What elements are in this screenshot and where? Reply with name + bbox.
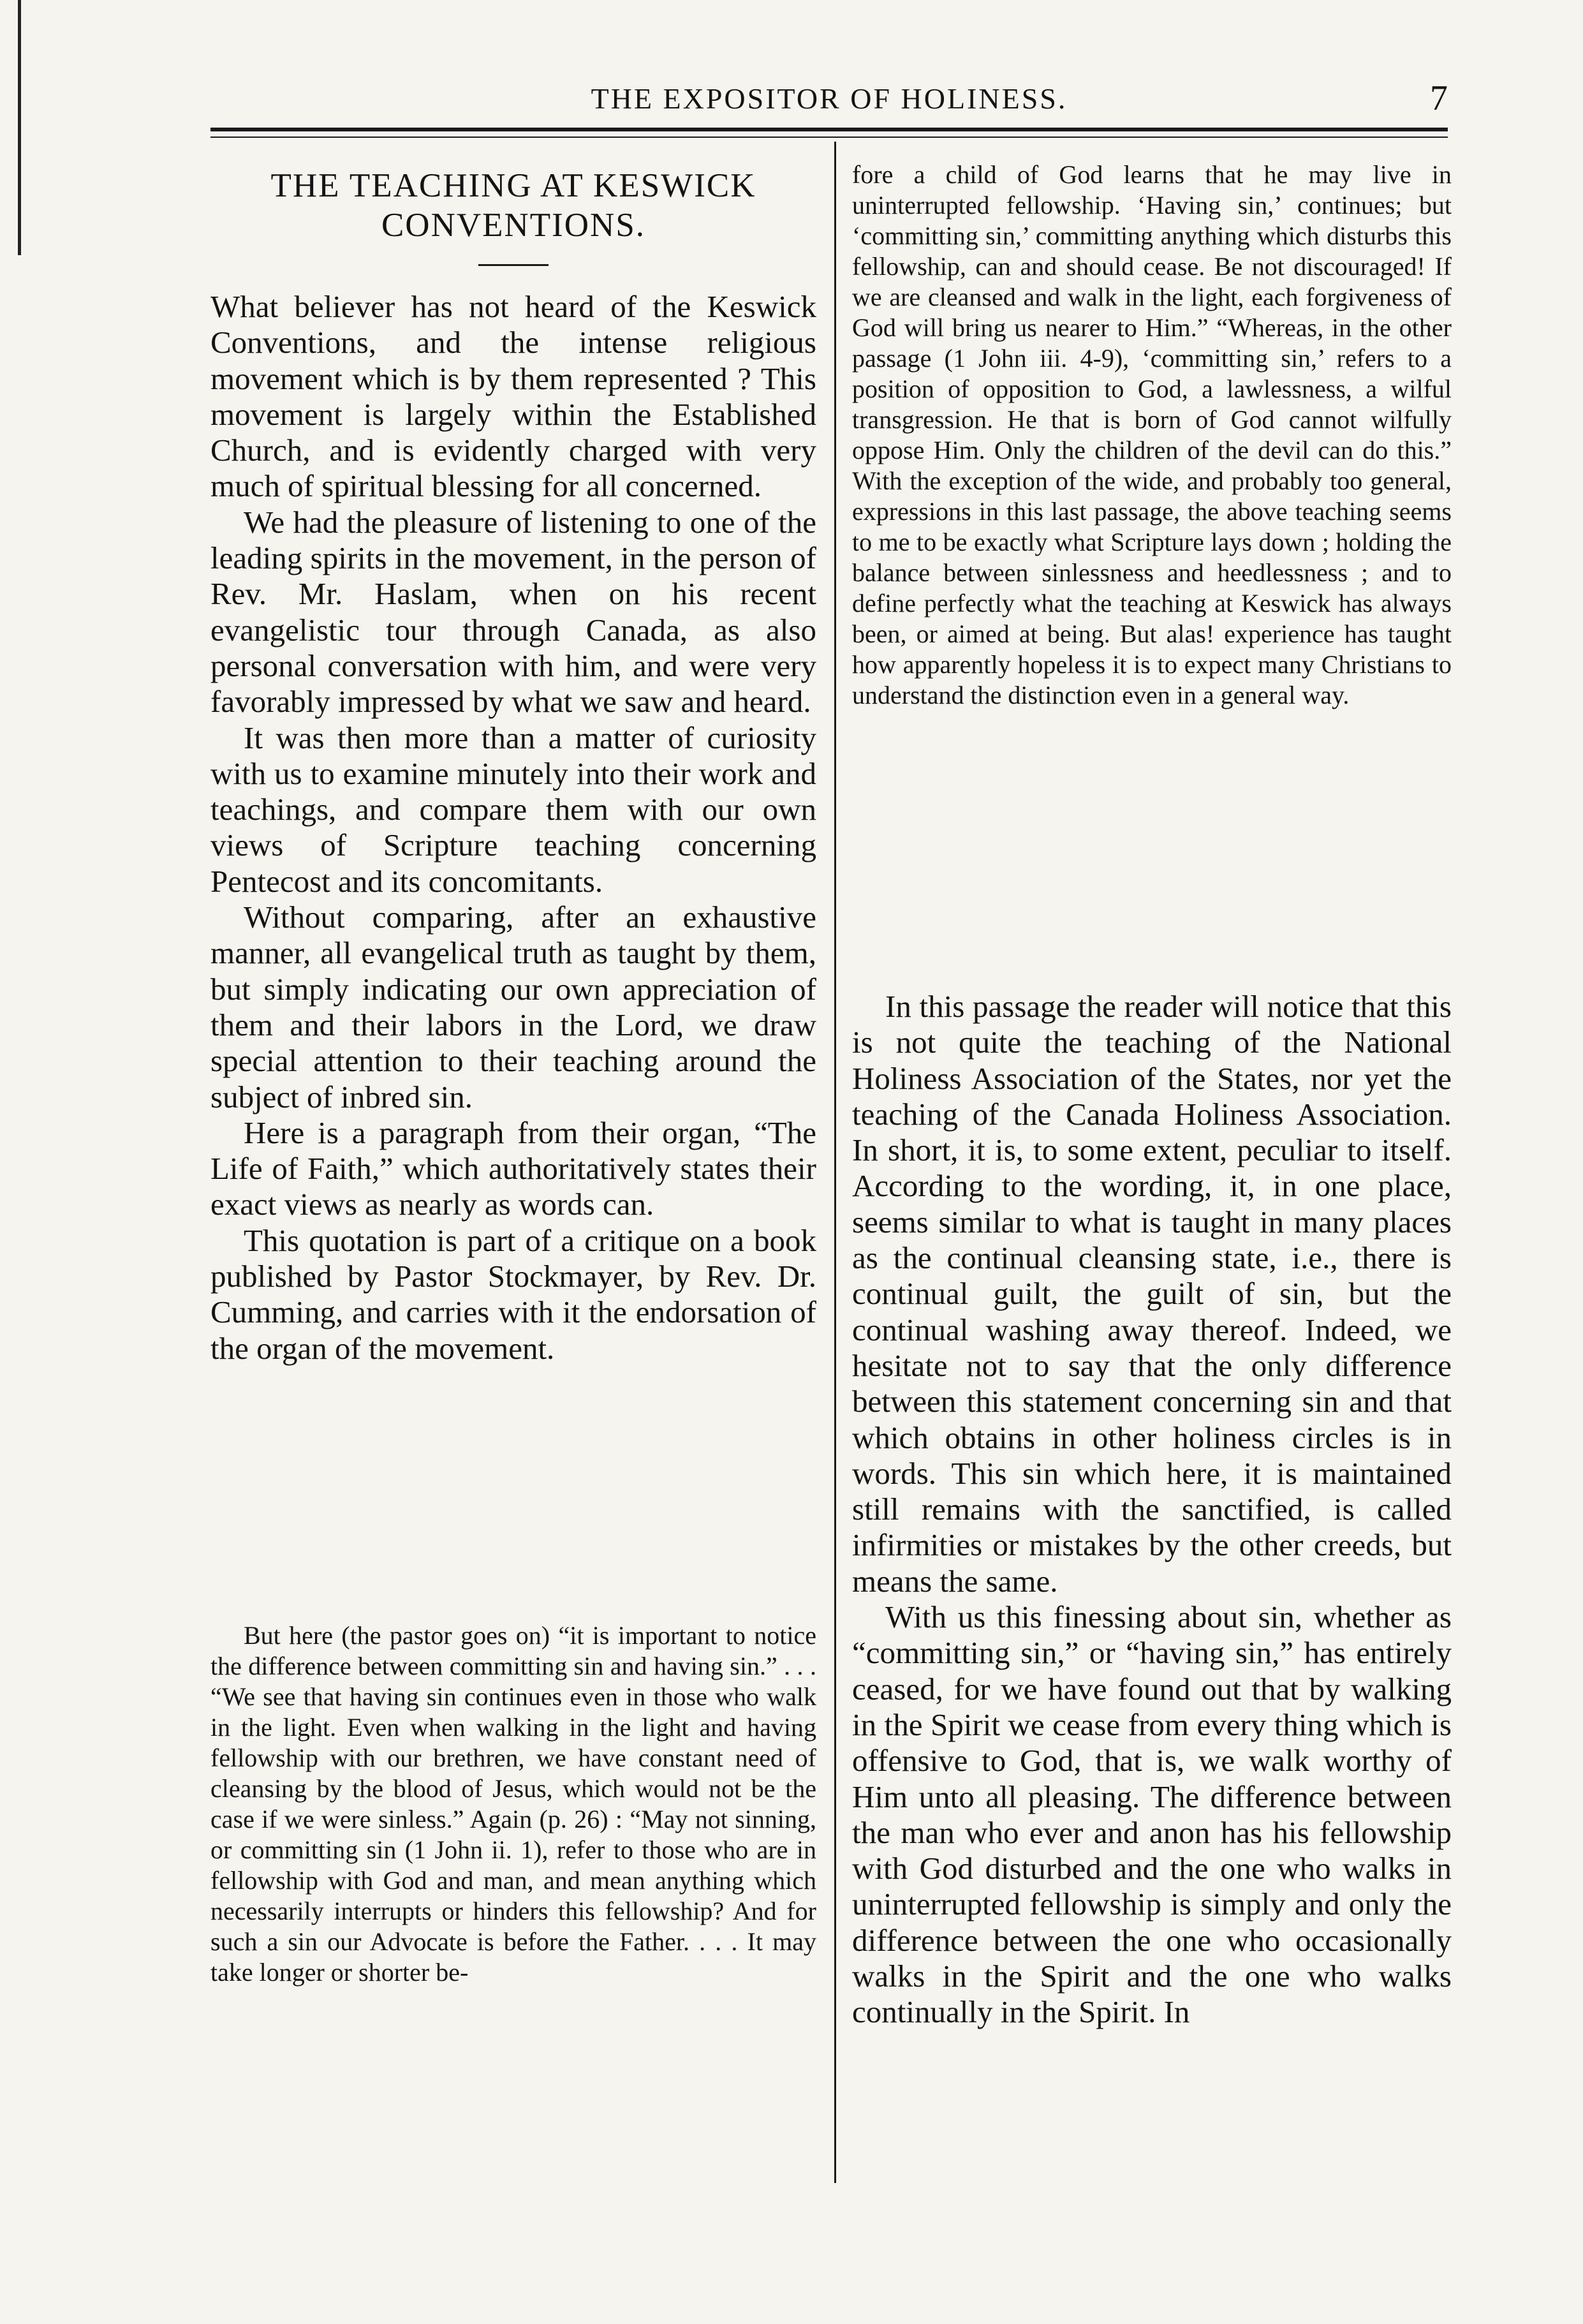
left-quote-block xyxy=(210,1620,816,1988)
page-number: 7 xyxy=(1430,78,1448,118)
column-divider xyxy=(834,142,836,2183)
margin-mark xyxy=(18,0,21,255)
article-title-line-2: CONVENTIONS. xyxy=(381,207,646,244)
running-title: THE EXPOSITOR OF HOLINESS. xyxy=(591,82,1068,115)
left-column xyxy=(210,159,816,1366)
running-head xyxy=(210,75,1448,120)
article-title-line-1: THE TEACHING AT KESWICK xyxy=(270,167,756,204)
paragraph: It was then more than a matter of curiosity with us to examine minutely into their work and teachings, and compare them with our own views of Scripture teaching concerning Pentecost and its concomitants. xyxy=(210,720,816,899)
right-quote-block xyxy=(852,159,1452,711)
paragraph: Here is a paragraph from their organ, “The Life of Faith,” which authoritatively states their exact views as nearly as words can. xyxy=(210,1114,816,1222)
paragraph: This quotation is part of a critique on a book published by Pastor Stockmayer, by Rev. Dr. Cumming, and carries with it the endorsation of the organ of the movement. xyxy=(210,1222,816,1366)
paragraph: In this passage the reader will notice that this is not quite the teaching of the National Holiness Association of the States, nor yet the teaching of the Canada Holiness Association. In short, it is, to some extent, peculiar to itself. According to the wording, it, in one place, seems similar to what is taught in many places as the continual cleansing state, i.e., there is continual guilt, the guilt of sin, but the continual washing away thereof. Indeed, we hesitate not to say that the only difference between this statement concerning sin and that which obtains in other holiness circles is in words. This sin which here, it is maintained still remains with the sanctified, is called infirmities or mistakes by the other creeds, but means the same. xyxy=(852,989,1452,1599)
paragraph: With us this finessing about sin, whether as “committing sin,” or “having sin,” has entirely ceased, for we have found out that by walking in the Spirit we cease from every thing which is offensive to God, that is, we walk worthy of Him unto all pleasing. The difference between the man who ever and anon has his fellowship with God disturbed and the one who walks in uninterrupted fellowship is simply and only the difference between the one who occasionally walks in the Spirit and the one who walks continually in the Spirit. In xyxy=(852,1599,1452,2030)
left-body xyxy=(210,289,816,1366)
right-body xyxy=(852,989,1452,2031)
paragraph: What believer has not heard of the Keswick Conventions, and the intense religious movement which is by them represented ? This movement is largely within the Established Church, and is evidently charged with very much of spiritual blessing for all concerned. xyxy=(210,289,816,504)
quote-paragraph: But here (the pastor goes on) “it is important to notice the difference between committing sin and having sin.” . . . “We see that having sin continues even in those who walk in the light. Even when walking in the light and having fellowship with our brethren, we have constant need of cleansing by the blood of Jesus, which would not be the case if we were sinless.” Again (p. 26) : “May not sinning, or committing sin (1 John ii. 1), refer to those who are in fellowship with God and man, and mean anything which necessarily interrupts or hinders this fellowship? And for such a sin our Advocate is before the Father. . . . It may take longer or shorter be- xyxy=(210,1621,816,1987)
header-rule-thin xyxy=(210,137,1448,138)
title-rule xyxy=(478,264,549,266)
paragraph: We had the pleasure of listening to one of the leading spirits in the movement, in the person of Rev. Mr. Haslam, when on his recent evangelistic tour through Canada, as also personal conversation with him, and were very favorably impressed by what we saw and heard. xyxy=(210,504,816,720)
quote-paragraph: fore a child of God learns that he may live in uninterrupted fellowship. ‘Having sin,’ continues; but ‘committing sin,’ committing anything which disturbs this fellowship, can and should cease. Be not discouraged! If we are cleansed and walk in the light, each forgiveness of God will bring us nearer to Him.” “Whereas, in the other passage (1 John iii. 4-9), ‘committing sin,’ refers to a position of opposition to God, a lawlessness, a wilful transgression. He that is born of God cannot wilfully oppose Him. Only the children of the devil can do this.” With the exception of the wide, and probably too general, expressions in this last passage, the above teaching seems to me to be exactly what Scripture lays down ; holding the balance between sinlessness and heedlessness ; and to define perfectly what the teaching at Keswick has always been, or aimed at being. But alas! experience has taught how apparently hopeless it is to expect many Christians to understand the distinction even in a general way. xyxy=(852,160,1452,709)
header-rule-thick xyxy=(210,128,1448,131)
paragraph: Without comparing, after an exhaustive manner, all evangelical truth as taught by them, but simply indicating our own appreciation of them and their labors in the Lord, we draw special attention to their teaching around the subject of inbred sin. xyxy=(210,899,816,1114)
article-title xyxy=(210,166,816,245)
